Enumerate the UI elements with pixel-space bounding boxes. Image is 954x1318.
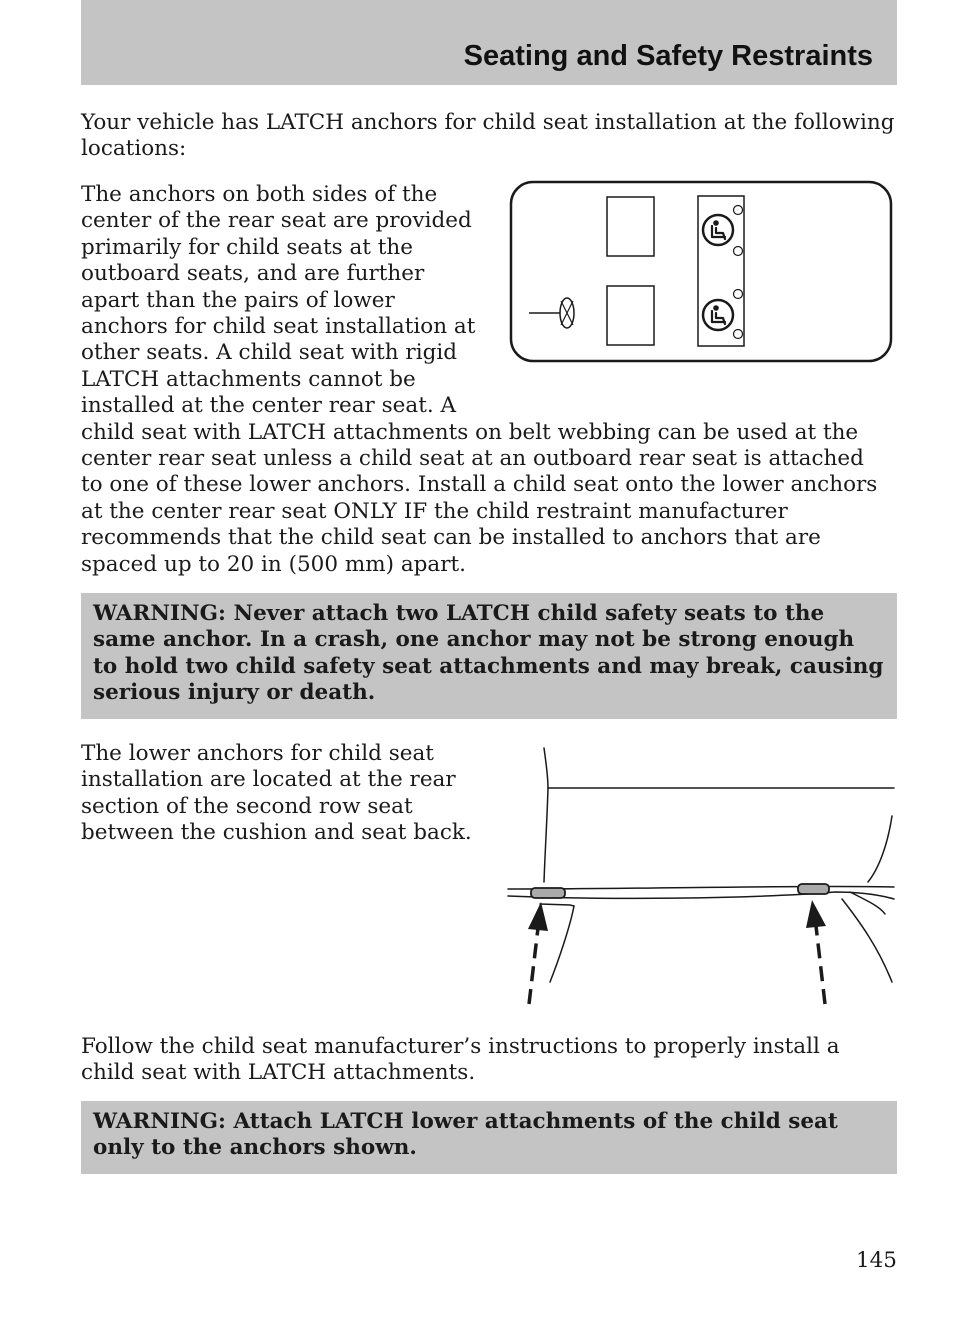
child-seat-symbol-icon <box>703 300 733 330</box>
warning-box-anchor-sharing <box>81 593 897 719</box>
anchors-full-line: recommends that the child seat can be installed to anchors that are <box>81 525 821 551</box>
warning-text: WARNING: Attach LATCH lower attachments of the child seat only to the anchors shown. <box>93 1109 838 1161</box>
anchors-full-line: child seat with LATCH attachments on belt webbing can be used at the <box>81 419 859 445</box>
seat-crease <box>508 886 894 889</box>
front-seat-left <box>607 286 654 345</box>
lower-anchors-paragraph <box>81 741 501 847</box>
anchors-wrapped-line: LATCH attachments cannot be <box>81 366 416 392</box>
lower-anchors-line: The lower anchors for child seat <box>81 741 434 766</box>
warning-text: WARNING: Never attach two LATCH child safety seats to the same anchor. In a crash, one anchor may not be strong enough to hold two child safety seat attachments and may break, causing serious injury or death. <box>93 601 884 706</box>
warning-box-anchor-usage <box>81 1101 897 1174</box>
anchors-wrapped-line: installed at the center rear seat. A <box>81 393 457 419</box>
latch-anchor-icon <box>734 206 743 215</box>
anchors-full-line: center rear seat unless a child seat at an outboard rear seat is attached <box>81 446 864 472</box>
latch-anchor-right <box>798 884 829 894</box>
anchors-wrapped-line: other seats. A child seat with rigid <box>81 340 457 366</box>
arrow-left-icon <box>528 902 548 1004</box>
latch-anchor-icon <box>734 330 743 339</box>
anchors-full-line: spaced up to 20 in (500 mm) apart. <box>81 551 466 577</box>
anchors-wrapped-line: The anchors on both sides of the <box>81 182 438 207</box>
anchors-wrapped-line: primarily for child seats at the <box>81 234 413 260</box>
seat-back-outline <box>544 748 894 788</box>
child-seat-symbol-icon <box>703 215 733 245</box>
lower-anchors-line: section of the second row seat <box>81 793 413 819</box>
anchors-wrapped-line: apart than the pairs of lower <box>81 287 395 313</box>
anchors-wrapped-line: center of the rear seat are provided <box>81 208 472 234</box>
page-header <box>81 0 897 85</box>
anchors-wrapped-line: outboard seats, and are further <box>81 261 425 287</box>
arrow-right-icon <box>806 900 826 1004</box>
latch-anchor-icon <box>734 247 743 256</box>
anchors-full-line: at the center rear seat ONLY IF the child restraint manufacturer <box>81 498 788 524</box>
lower-anchors-line: between the cushion and seat back. <box>81 820 472 846</box>
front-seat-right <box>607 197 654 256</box>
seat-layout-diagram <box>509 180 893 364</box>
lower-anchors-line: installation are located at the rear <box>81 767 456 793</box>
anchors-wrapped-line: anchors for child seat installation at <box>81 314 476 340</box>
latch-anchor-icon <box>734 290 743 299</box>
intro-paragraph: Your vehicle has LATCH anchors for child seat installation at the following locations: <box>81 110 895 162</box>
page-number: 145 <box>855 1248 897 1273</box>
anchors-full-line: to one of these lower anchors. Install a child seat onto the lower anchors <box>81 472 878 498</box>
latch-anchor-left <box>531 888 565 898</box>
page-title: Seating and Safety Restraints <box>463 40 873 72</box>
follow-instructions-paragraph: Follow the child seat manufacturer’s instructions to properly install a child seat with LATCH attachments. <box>81 1034 840 1086</box>
lower-anchor-illustration <box>500 742 900 1012</box>
